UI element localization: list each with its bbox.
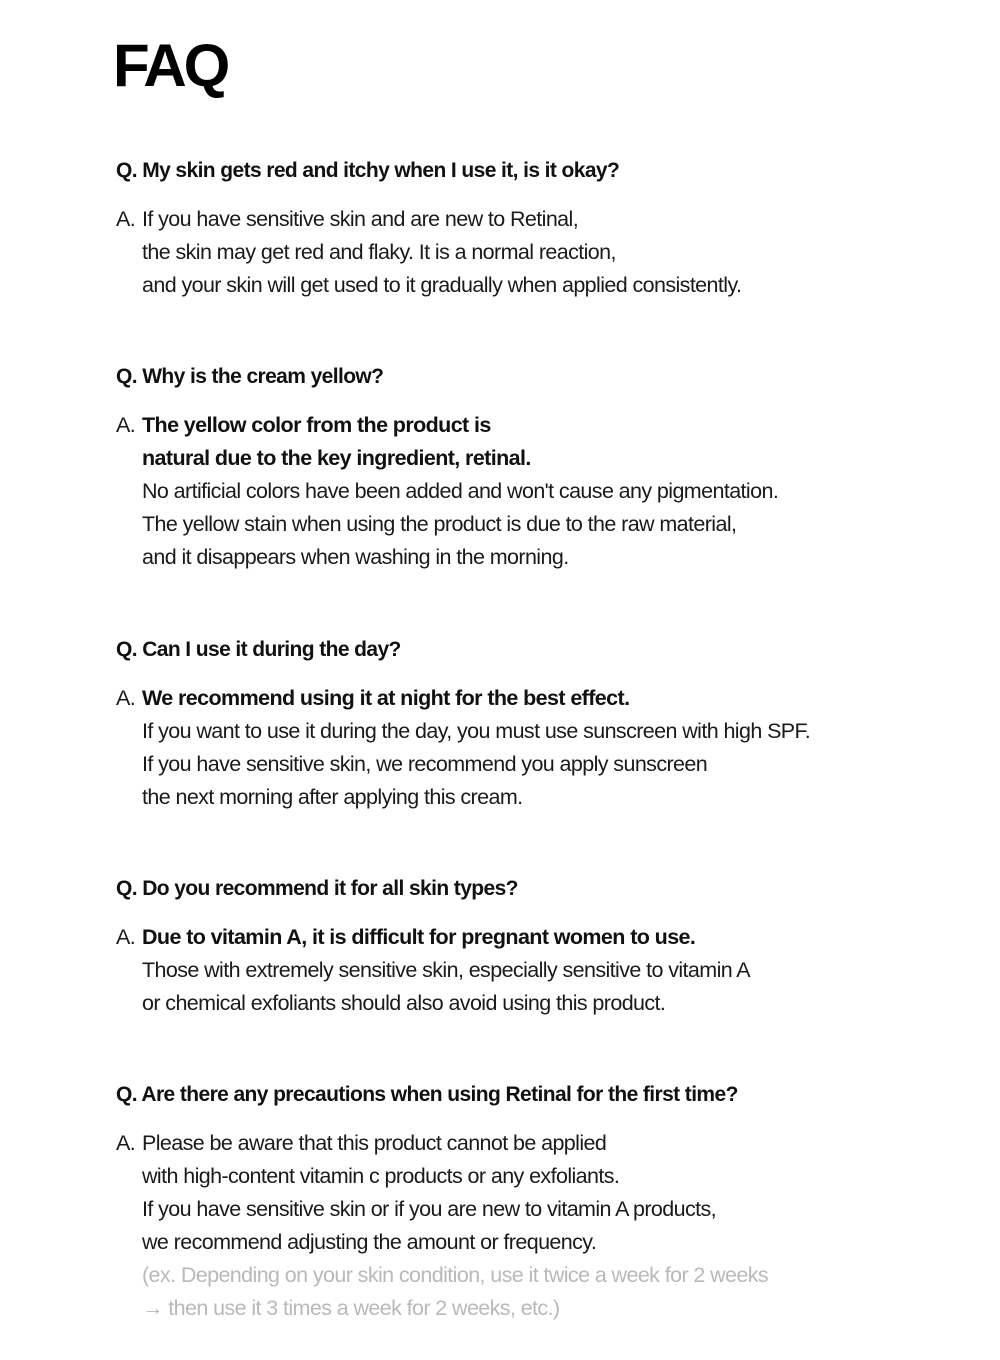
answer-line: Please be aware that this product cannot be applied — [142, 1131, 607, 1155]
answer-line: If you have sensitive skin and are new to Retinal, — [142, 207, 579, 231]
page-title: FAQ — [113, 32, 228, 99]
faq-answer — [116, 1127, 916, 1325]
answer-line: we recommend adjusting the amount or frequency. — [142, 1230, 597, 1254]
answer-line-note: → then use it 3 times a week for 2 weeks, etc.) — [142, 1296, 560, 1320]
answer-line-note: (ex. Depending on your skin condition, use it twice a week for 2 weeks — [142, 1263, 769, 1287]
faq-item-skin-types — [116, 875, 916, 1020]
answer-prefix: A. — [116, 413, 136, 437]
faq-answer — [116, 409, 916, 574]
faq-item-yellow-cream — [116, 363, 916, 574]
answer-line: No artificial colors have been added and won't cause any pigmentation. — [142, 479, 779, 503]
answer-prefix: A. — [116, 925, 136, 949]
faq-item-skin-redness — [116, 157, 916, 302]
answer-line: or chemical exfoliants should also avoid using this product. — [142, 991, 666, 1015]
answer-line: the next morning after applying this cream. — [142, 785, 523, 809]
answer-prefix: A. — [116, 207, 136, 231]
answer-line-emphasis: Due to vitamin A, it is difficult for pregnant women to use. — [142, 925, 696, 949]
faq-answer — [116, 682, 916, 814]
answer-prefix: A. — [116, 686, 136, 710]
faq-question: Q. Do you recommend it for all skin types? — [116, 877, 518, 900]
answer-line: the skin may get red and flaky. It is a normal reaction, — [142, 240, 616, 264]
answer-line-emphasis: We recommend using it at night for the best effect. — [142, 686, 630, 710]
answer-line: If you have sensitive skin, we recommend you apply sunscreen — [142, 752, 708, 776]
answer-line: Those with extremely sensitive skin, especially sensitive to vitamin A — [142, 958, 751, 982]
answer-line: and it disappears when washing in the morning. — [142, 545, 569, 569]
faq-item-day-use — [116, 636, 916, 814]
faq-answer — [116, 921, 916, 1020]
answer-line: with high-content vitamin c products or any exfoliants. — [142, 1164, 620, 1188]
faq-question: Q. My skin gets red and itchy when I use it, is it okay? — [116, 159, 620, 182]
answer-prefix: A. — [116, 1131, 136, 1155]
faq-question: Q. Why is the cream yellow? — [116, 365, 384, 388]
answer-line: If you want to use it during the day, you must use sunscreen with high SPF. — [142, 719, 811, 743]
faq-question: Q. Can I use it during the day? — [116, 638, 401, 661]
faq-item-precautions — [116, 1081, 916, 1325]
faq-answer — [116, 203, 916, 302]
answer-line-emphasis: The yellow color from the product is — [142, 413, 491, 437]
answer-line: If you have sensitive skin or if you are new to vitamin A products, — [142, 1197, 717, 1221]
answer-line: The yellow stain when using the product is due to the raw material, — [142, 512, 737, 536]
answer-line: and your skin will get used to it gradually when applied consistently. — [142, 273, 742, 297]
answer-line-emphasis: natural due to the key ingredient, retinal. — [142, 446, 531, 470]
faq-question: Q. Are there any precautions when using Retinal for the first time? — [116, 1083, 738, 1106]
